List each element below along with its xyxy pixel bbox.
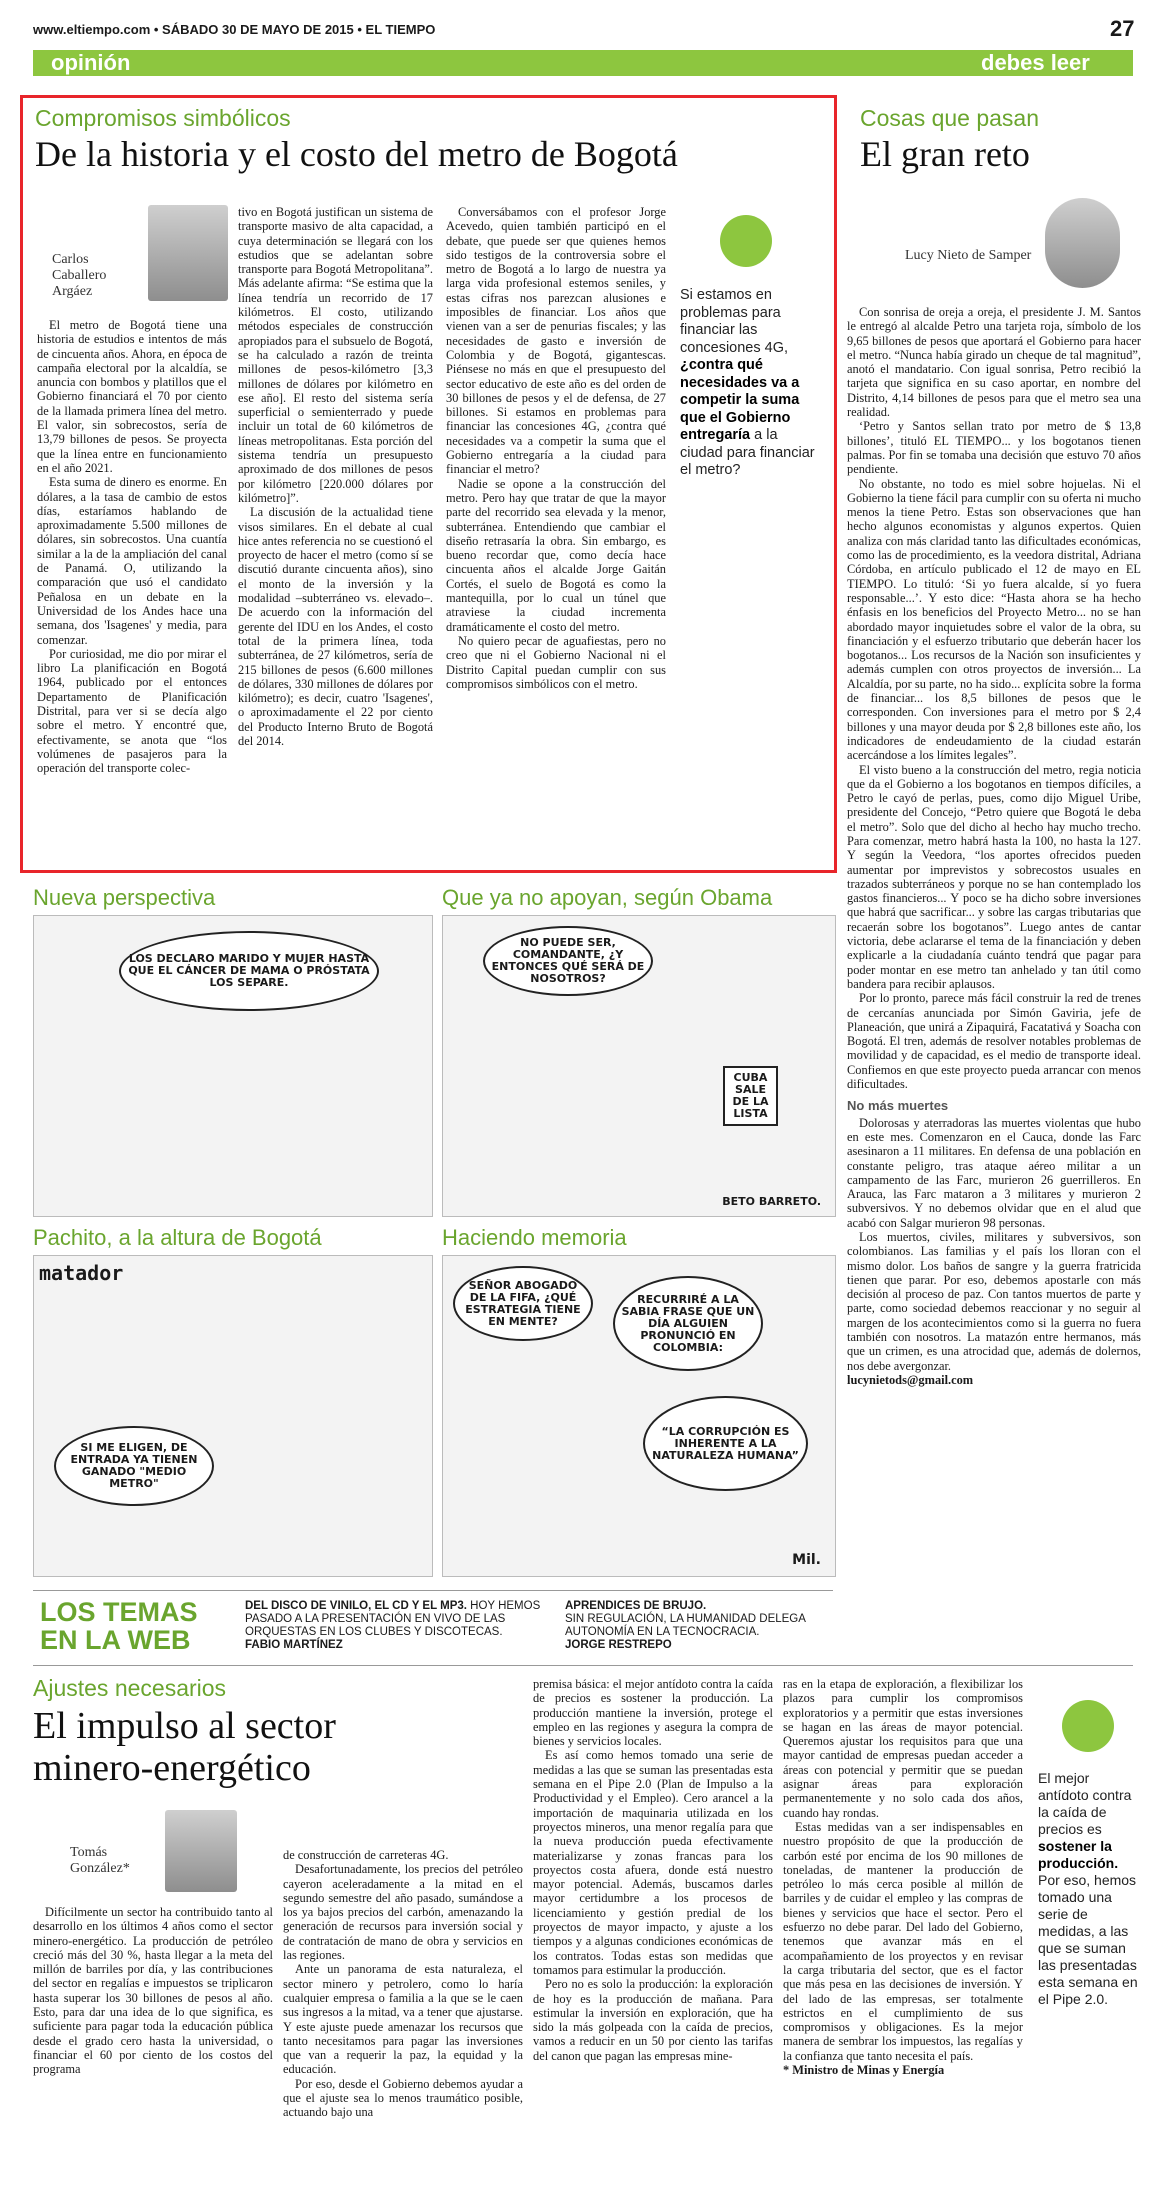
paragraph: ras en la etapa de exploración, a flexibilizar los plazos para cumplir los compromisos exploratorios y a permitir que estas inversiones se hagan en las áreas de mayor potencial. Queremos ajustar los requisitos para que una mayor cantidad de empresas puedan acceder a áreas con potencial y permitir que se puedan asignar áreas para exploración permanentemente y no solo cada dos años, cuando hay rondas. xyxy=(783,1677,1023,1820)
cartoonist-signature: BETO BARRETO. xyxy=(722,1195,821,1208)
speech-bubble: NO PUEDE SER, COMANDANTE, ¿Y ENTONCES QUÉ SERÁ DE NOSOTROS? xyxy=(483,926,653,996)
cartoonist-signature: Mil. xyxy=(792,1552,821,1568)
author-photo xyxy=(1045,198,1120,288)
temas-item-author: FABIO MARTÍNEZ xyxy=(245,1639,343,1651)
right-headline: El gran reto xyxy=(860,134,1030,174)
temas-item-head: APRENDICES DE BRUJO. xyxy=(565,1600,707,1612)
paragraph: Desafortunadamente, los precios del petróleo cayeron aceleradamente a la mitad en el segundo semestre del año pasado, sumándose a los ya bajos precios del carbón, amenazando la generación de recursos para inversión social y de contratación de mano de obra y servicios en las regiones. xyxy=(283,1862,523,1963)
speech-bubble: SI ME ELIGEN, DE ENTRADA YA TIENEN GANADO "MEDIO METRO" xyxy=(54,1426,214,1506)
paragraph: Los muertos, civiles, militares y subversivos, son colombianos. Las familias y el país los lloran con el mismo dolor. Los baños de sangre y la guerra fratricida tienen que parar. Por eso, debemos apostarle con más decisión al proceso de paz. Con tantos muertos de parte y parte, como sociedad debemos reaccionar y no seguir al margen de los acontecimientos como si la guerra no fuera también con nosotros. La matazón entre hermanos, más que un crimen, es una atrocidad que, además de dolernos, nos debe avergonzar. xyxy=(847,1230,1141,1373)
page-number: 27 xyxy=(1110,16,1135,41)
pullquote-post: Por eso, hemos tomado una serie de medidas, a las que se suman las presentadas esta semana en el Pipe 2.0. xyxy=(1038,1872,1138,2007)
paragraph: No obstante, no todo es miel sobre hojuelas. Ni el Gobierno la tiene fácil para cumplir con su oferta ni mucho menos la tiene Petro. Estas son observaciones que han hecho algunos economistas y algunos expertos. Quien analiza con más claridad tanto las dificultades económicas, como las de procedimiento, es la veedora distrital, Adriana Córdoba, en artículo publicado el 12 de mayo en EL TIEMPO. Lo tituló: ‘Si yo fuera alcalde, sí yo fuera responsable...’. Y esto dice: “Hasta ahora se ha hecho énfasis en los beneficios del Proyecto Metro... no se han abordado mayor inquietudes sobre el valor de la obra, su financiación y el esfuerzo tributario que deberán hacer los bogotanos... Los recursos de la Nación son insuficientes y además cumplen con otros proyectos de inversión... La Alcaldía, por su parte, no ha sido... explícita sobre la forma de financiar... los 8,5 billones de pesos que le corresponden. Con inversiones para el metro por $ 2,4 billones y una mayor deuda por $ 2,8 billones este año, los indicadores de endeudamiento de la ciudad estarán acercándose a los límites legales”. xyxy=(847,476,1141,763)
pullquote-post: a la ciudad para financiar el metro? xyxy=(680,427,815,478)
paragraph: El metro de Bogotá tiene una historia de estudios e intentos de más de cincuenta años. Ahora, en época de campaña electoral por la alcaldía, se anuncia con bombos y platillos que el Gobierno financiará el 70 por ciento de la llamada primera línea del metro. El valor, sin sobrecostos, sería de 13,79 billones de pesos. Se proyecta que la línea entre en funcionamiento en el año 2021. xyxy=(37,318,227,475)
paragraph: Nadie se opone a la construcción del metro. Pero hay que tratar de que la mayor parte del recorrido sea elevada y la menor, subterránea. Entendiendo que cambiar el diseño retrasaría la obra. Sin embargo, es bueno recordar que, como decía hace cincuenta años el alcalde Jorge Gaitán Cortés, el suelo de Bogotá es como la mantequilla, por lo cual un túnel que atraviese la ciudad incrementa dramáticamente el costo del metro. xyxy=(446,476,666,634)
section-bar xyxy=(33,50,1133,76)
temas-item[interactable] xyxy=(245,1600,545,1652)
divider xyxy=(33,1665,1133,1666)
author-photo xyxy=(165,1810,237,1892)
right-kicker: Cosas que pasan xyxy=(860,105,1040,131)
paragraph: Por eso, desde el Gobierno debemos ayudar a que el ajuste sea lo menos traumático posible, actuando bajo una xyxy=(283,2076,523,2120)
cartoon-caption: matador xyxy=(39,1261,124,1285)
cartoon-pachito xyxy=(33,1255,433,1577)
main-col-1 xyxy=(37,318,227,776)
speech-bubble: “LA CORRUPCIÓN ES INHERENTE A LA NATURALEZA HUMANA” xyxy=(643,1396,808,1491)
author-email[interactable]: lucynietods@gmail.com xyxy=(847,1372,974,1387)
paragraph: El visto bueno a la construcción del metro, regia noticia que da el Gobierno a los bogotanos en tiempos difíciles, a Petro le cayó de perlas, pues, como dijo Miguel Uribe, presidente del Concejo, “Petro quiere que Bogotá le deba el metro”. Solo que del dicho al hecho hay mucho trecho. Para comenzar, metro habrá hasta la 100, no hasta la 127. Y según la Veedora, “los aportes ofrecidos pueden aumentar por imprevistos y sobrecostos usuales en trazados subterráneos y porque no se han contemplado los gastos financieros... Y poco se ha dicho sobre inversiones que habrá que sacrificar... y sobre las cargas tributarias que recaerán sobre los bogotanos”. Luego antes de cantar victoria, debe aclararse el tema de la financiación y deben explicarle a la ciudadanía cuánto tendrá que pagar para poder montar en ese metro tan anhelado y tan útil como bandera para recibir aplausos. xyxy=(847,762,1141,991)
paragraph: Esta suma de dinero es enorme. En dólares, a la tasa de cambio de estos días, estaríamos hablando de aproximadamente 5.500 millones de dólares, sin sobrecostos. Una cuantía similar a la de la ampliación del canal de Panamá. O, utilizando la comparación que usó el candidato Peñalosa en un debate en la Universidad de los Andes hace una semana, dos 'Isagenes' y media, para comenzar. xyxy=(37,475,227,647)
paragraph: Con sonrisa de oreja a oreja, el presidente J. M. Santos le entregó al alcalde Petro una tarjeta roja, símbolo de los 9,65 billones de pesos que aportará el Gobierno para hacer el metro. “Nunca había girado un cheque de tal magnitud”, anotó el mandatario. Con igual sonrisa, Petro recibió la tarjeta que significa en su caso aportar, en nombre del Distrito, 4,14 billones de pesos para que el metro sea una realidad. xyxy=(847,305,1141,420)
cartoon-obama xyxy=(442,915,836,1217)
speech-bubble: LOS DECLARO MARIDO Y MUJER HASTA QUE EL CÁNCER DE MAMA O PRÓSTATA LOS SEPARE. xyxy=(119,931,379,1011)
bottom-kicker: Ajustes necesarios xyxy=(33,1675,227,1701)
paper-name: EL TIEMPO xyxy=(365,22,436,37)
pullquote-bold: sostener la producción. xyxy=(1038,1838,1119,1871)
bottom-headline: El impulso al sector minero-energético xyxy=(33,1705,336,1789)
speech-bubble: SEÑOR ABOGADO DE LA FIFA, ¿QUÉ ESTRATEGIA TIENE EN MENTE? xyxy=(453,1266,593,1341)
temas-item-head: DEL DISCO DE VINILO, EL CD Y EL MP3. xyxy=(245,1600,467,1612)
temas-title xyxy=(40,1598,198,1654)
quote-mark-icon xyxy=(1062,1700,1114,1752)
paragraph: Difícilmente un sector ha contribuido tanto al desarrollo en los últimos 4 años como el sector minero-energético. La producción de petróleo creció más del 30 %, hasta llegar a la meta del millón de barriles por día, y las contribuciones del sector en regalías e impuestos se triplicaron hasta superar los 30 billones de pesos al año. Esto, para dar una idea de lo que significa, es suficiente para pagar toda la educación pública desde el grado cero hasta la universidad, o financiar el 60 por ciento de los costos del programa xyxy=(33,1905,273,2077)
pullquote-bold: ¿contra qué necesidades va a competir la suma que el Gobierno entregaría xyxy=(680,357,800,443)
main-pullquote xyxy=(680,287,818,480)
paragraph: Pero no es solo la producción: la exploración de hoy es la producción de mañana. Para estimular la inversión en exploración, que ha sido la más golpeada con la caída de precios, vamos a reducir en un 50 por ciento las tarifas del canon que pagan las empresas mine- xyxy=(533,1977,773,2063)
right-body xyxy=(847,305,1141,1387)
pullquote-pre: El mejor antídoto contra la caída de precios es xyxy=(1038,1770,1132,1837)
paragraph: de construcción de carreteras 4G. xyxy=(283,1848,449,1862)
temas-item-body: SIN REGULACIÓN, LA HUMANIDAD DELEGA AUTONOMÍA EN LA TECNOCRACIA. xyxy=(565,1613,806,1638)
speech-bubble: RECURRIRÉ A LA SABIA FRASE QUE UN DÍA ALGUIEN PRONUNCIÓ EN COLOMBIA: xyxy=(613,1276,763,1371)
main-kicker: Compromisos simbólicos xyxy=(35,105,291,131)
paragraph: Conversábamos con el profesor Jorge Acevedo, quien también participó en el debate, que puede ser que quienes hemos sido testigos de la controversia sobre el metro de Bogotá a lo largo de nuestra ya larga vida profesional estemos seniles, y estas cifras nos parezcan alusiones e imposibles de financiar. Los años que vienen van a ser de penurias fiscales; y las necesidades de gasto e inversión de Colombia y de Bogotá, gigantescas. Piénsese no más en que el presupuesto del sector educativo de este año es del orden de 30 billones de pesos y el de defensa, de 27 billones. Si estamos en problemas para financiar las concesiones 4G, ¿contra qué necesidades va a competir la suma que el Gobierno entregaría a la ciudad para financiar el metro? xyxy=(446,205,666,477)
pullquote-pre: Si estamos en problemas para financiar las concesiones 4G, xyxy=(680,287,789,356)
author-photo xyxy=(148,205,228,301)
paragraph: No quiero pecar de aguafiestas, pero no creo que ni el Gobierno Nacional ni el Distrito Capital puedan cumplir con sus compromisos simbólicos con el metro. xyxy=(446,633,666,691)
cartoon-title: Nueva perspectiva xyxy=(33,885,216,910)
temas-title-line2: EN LA WEB xyxy=(40,1625,191,1655)
cartoon-nueva-perspectiva xyxy=(33,915,433,1217)
main-col-2 xyxy=(238,205,433,748)
temas-item-body: HOY HEMOS PASADO A LA PRESENTACIÓN EN VIVO DE LAS ORQUESTAS EN LOS CLUBES Y DISCOTECAS. xyxy=(245,1600,541,1638)
bottom-col-3 xyxy=(533,1677,773,2063)
temas-title-line1: LOS TEMAS xyxy=(40,1597,198,1627)
paragraph: Estas medidas van a ser indispensables en nuestro propósito de que la producción de carbón esté por encima de los 90 millones de toneladas, de mantener la producción de petróleo lo más cerca posible al millón de barriles y de cuidar el empleo y las compras de bienes y servicios que hace el sector. Pero el esfuerzo no debe parar. Del lado del Gobierno, tenemos que avanzar más en el acompañamiento de los proyectos y en revisar la carga tributaria del sector, que es el factor que más pesa en las decisiones de inversión. Y del lado de las empresas, ser totalmente estrictos en el cumplimiento de sus compromisos y obligaciones. Es la mejor manera de sembrar los impuestos, las regalías y la confianza que tanto necesita el país. xyxy=(783,1819,1023,2063)
temas-item[interactable] xyxy=(565,1600,830,1652)
paragraph: Es así como hemos tomado una serie de medidas a las que se suman las presentadas esta semana en el Pipe 2.0 (Plan de Impulso a la Productividad y el Empleo). Cero arancel a la importación de maquinaria utilizada en los proyectos mineros, una menor regalía para que la nueva producción pueda efectivamente materializarse y zonas francas para los proyectos costa afuera, donde está nuestro mayor potencial. Además, buscamos darles mayor certidumbre a los procesos de licenciamiento y gestión predial de los proyectos de mayor impacto, y ajuste a los tiempos y a algunas condiciones económicas de los contratos. Todas estas son medidas que tomamos para estimular la producción. xyxy=(533,1748,773,1977)
cartoon-title: Que ya no apoyan, según Obama xyxy=(442,885,773,910)
paragraph: Dolorosas y aterradoras las muertes violentas que hubo en este mes. Comenzaron en el Cauca, donde las Farc asesinaron a 11 militares. En defensa de una población en constante peligro, tras ataque aéreo militar a un campamento de las Farc, murieron 26 guerrilleros. En Arauca, las Farc mataron a 3 militares y murieron 2 subversivos. Y no debemos olvidar que en el alud que acabó con Salgar murieron 98 personas. xyxy=(847,1115,1141,1230)
header-line: www.eltiempo.com • SÁBADO 30 DE MAYO DE 2015 • EL TIEMPO xyxy=(33,22,436,37)
paragraph: Ante un panorama de esta naturaleza, el sector minero y petrolero, como lo haría cualquier empresa o familia a la que se le caen sus ingresos a la mitad, va a tener que ajustarse. Y este ajuste puede amenazar los recursos que tanto necesitamos para pagar las inversiones que van a requerir la paz, la equidad y la educación. xyxy=(283,1962,523,2077)
paragraph: tivo en Bogotá justifican un sistema de transporte masivo de alta capacidad, a cuya determinación se llegará con los estudios que se adelantan sobre transporte para Bogotá Metropolitana”. Más adelante afirma: “Se estima que la línea tendría un recorrido de 17 kilómetros. El costo, utilizando métodos especiales de construcción apropiados para el subsuelo de Bogotá, se ha calculado a razón de treinta millones de pesos-kilómetro [3,3 millones de dólares por kilómetro en ese año]. El resto del sistema sería superficial o semienterrado y puede incluir un total de 60 kilómetros de líneas metropolitanas. Esta porción del sistema tendría un presupuesto aproximado de dos millones de pesos por kilómetro [220.000 dólares por kilómetro]”. xyxy=(238,205,433,505)
quote-mark-icon xyxy=(720,215,772,267)
divider xyxy=(33,1590,833,1591)
cartoon-title: Haciendo memoria xyxy=(442,1225,627,1250)
section-title: opinión xyxy=(51,50,131,75)
paragraph: La discusión de la actualidad tiene visos similares. En el debate al cual hice antes referencia no se cuestionó el proyecto de hacer el metro (como sí se discutió durante cincuenta años), sino el monto de la inversión y la modalidad –subterráneo vs. elevado–. De acuerdo con la información del gerente del IDU en los Andes, el costo total de la primera línea, toda subterránea, de 27 kilómetros, sería de 215 billones de pesos (6.600 millones de dólares, 330 millones de dólares por kilómetro); es decir, cuatro 'Isagenes', o aproximadamente el 22 por ciento del Producto Interno Bruto de Bogotá del 2014. xyxy=(238,505,433,748)
cartoon-title: Pachito, a la altura de Bogotá xyxy=(33,1225,322,1250)
main-col-3 xyxy=(446,205,666,691)
paragraph: premisa básica: el mejor antídoto contra la caída de precios es sostener la producción. La producción mantiene la inversión, protege el empleo en las regiones y asegura la compra de bienes y servicios locales. xyxy=(533,1677,773,1749)
bottom-col-4 xyxy=(783,1677,1023,2077)
paragraph: Por lo pronto, parece más fácil construir la red de trenes de cercanías anunciada por Simón Gaviria, jefe de Planeación, que unirá a Zipaquirá, Facatativá y Soacha con Bogotá. El tren, además de resolver notables problemas de movilidad y de capacidad, es el medio de transporte ideal. Confiemos en que este proyecto pueda arrancar con menos dificultades. xyxy=(847,991,1141,1092)
main-headline: De la historia y el costo del metro de Bogotá xyxy=(35,134,678,174)
bottom-col-1 xyxy=(33,1905,273,2077)
bottom-author-name: Tomás González* xyxy=(70,1845,130,1876)
site-url[interactable]: www.eltiempo.com xyxy=(33,22,151,37)
sign-label: CUBA SALE DE LA LISTA xyxy=(723,1066,778,1126)
footnote: * Ministro de Minas y Energía xyxy=(783,2063,945,2078)
paragraph: Por curiosidad, me dio por mirar el libro La planificación en Bogotá 1964, publicado por el entonces Departamento de Planificación Distrital, para ver si se decía algo sobre el metro. Y encontré que, efectivamente, se anota que “los volúmenes de pasajeros para la operación del transporte colec- xyxy=(37,646,227,776)
right-author-name: Lucy Nieto de Samper xyxy=(905,248,1032,263)
bottom-col-2 xyxy=(283,1848,523,2120)
issue-date: SÁBADO 30 DE MAYO DE 2015 xyxy=(162,22,354,37)
author-name: Carlos Caballero Argáez xyxy=(52,252,107,299)
bottom-pullquote xyxy=(1038,1770,1138,2008)
temas-item-author: JORGE RESTREPO xyxy=(565,1639,672,1651)
paragraph: ‘Petro y Santos sellan trato por metro de $ 13,8 billones’, tituló EL TIEMPO... y los bogotanos tienen palmas. Por fin se tomaba una decisión que estuvo 70 años pendiente. xyxy=(847,419,1141,477)
section-right-title: debes leer xyxy=(981,50,1090,75)
right-subhead: No más muertes xyxy=(847,1098,949,1114)
cartoon-haciendo-memoria xyxy=(442,1255,836,1577)
